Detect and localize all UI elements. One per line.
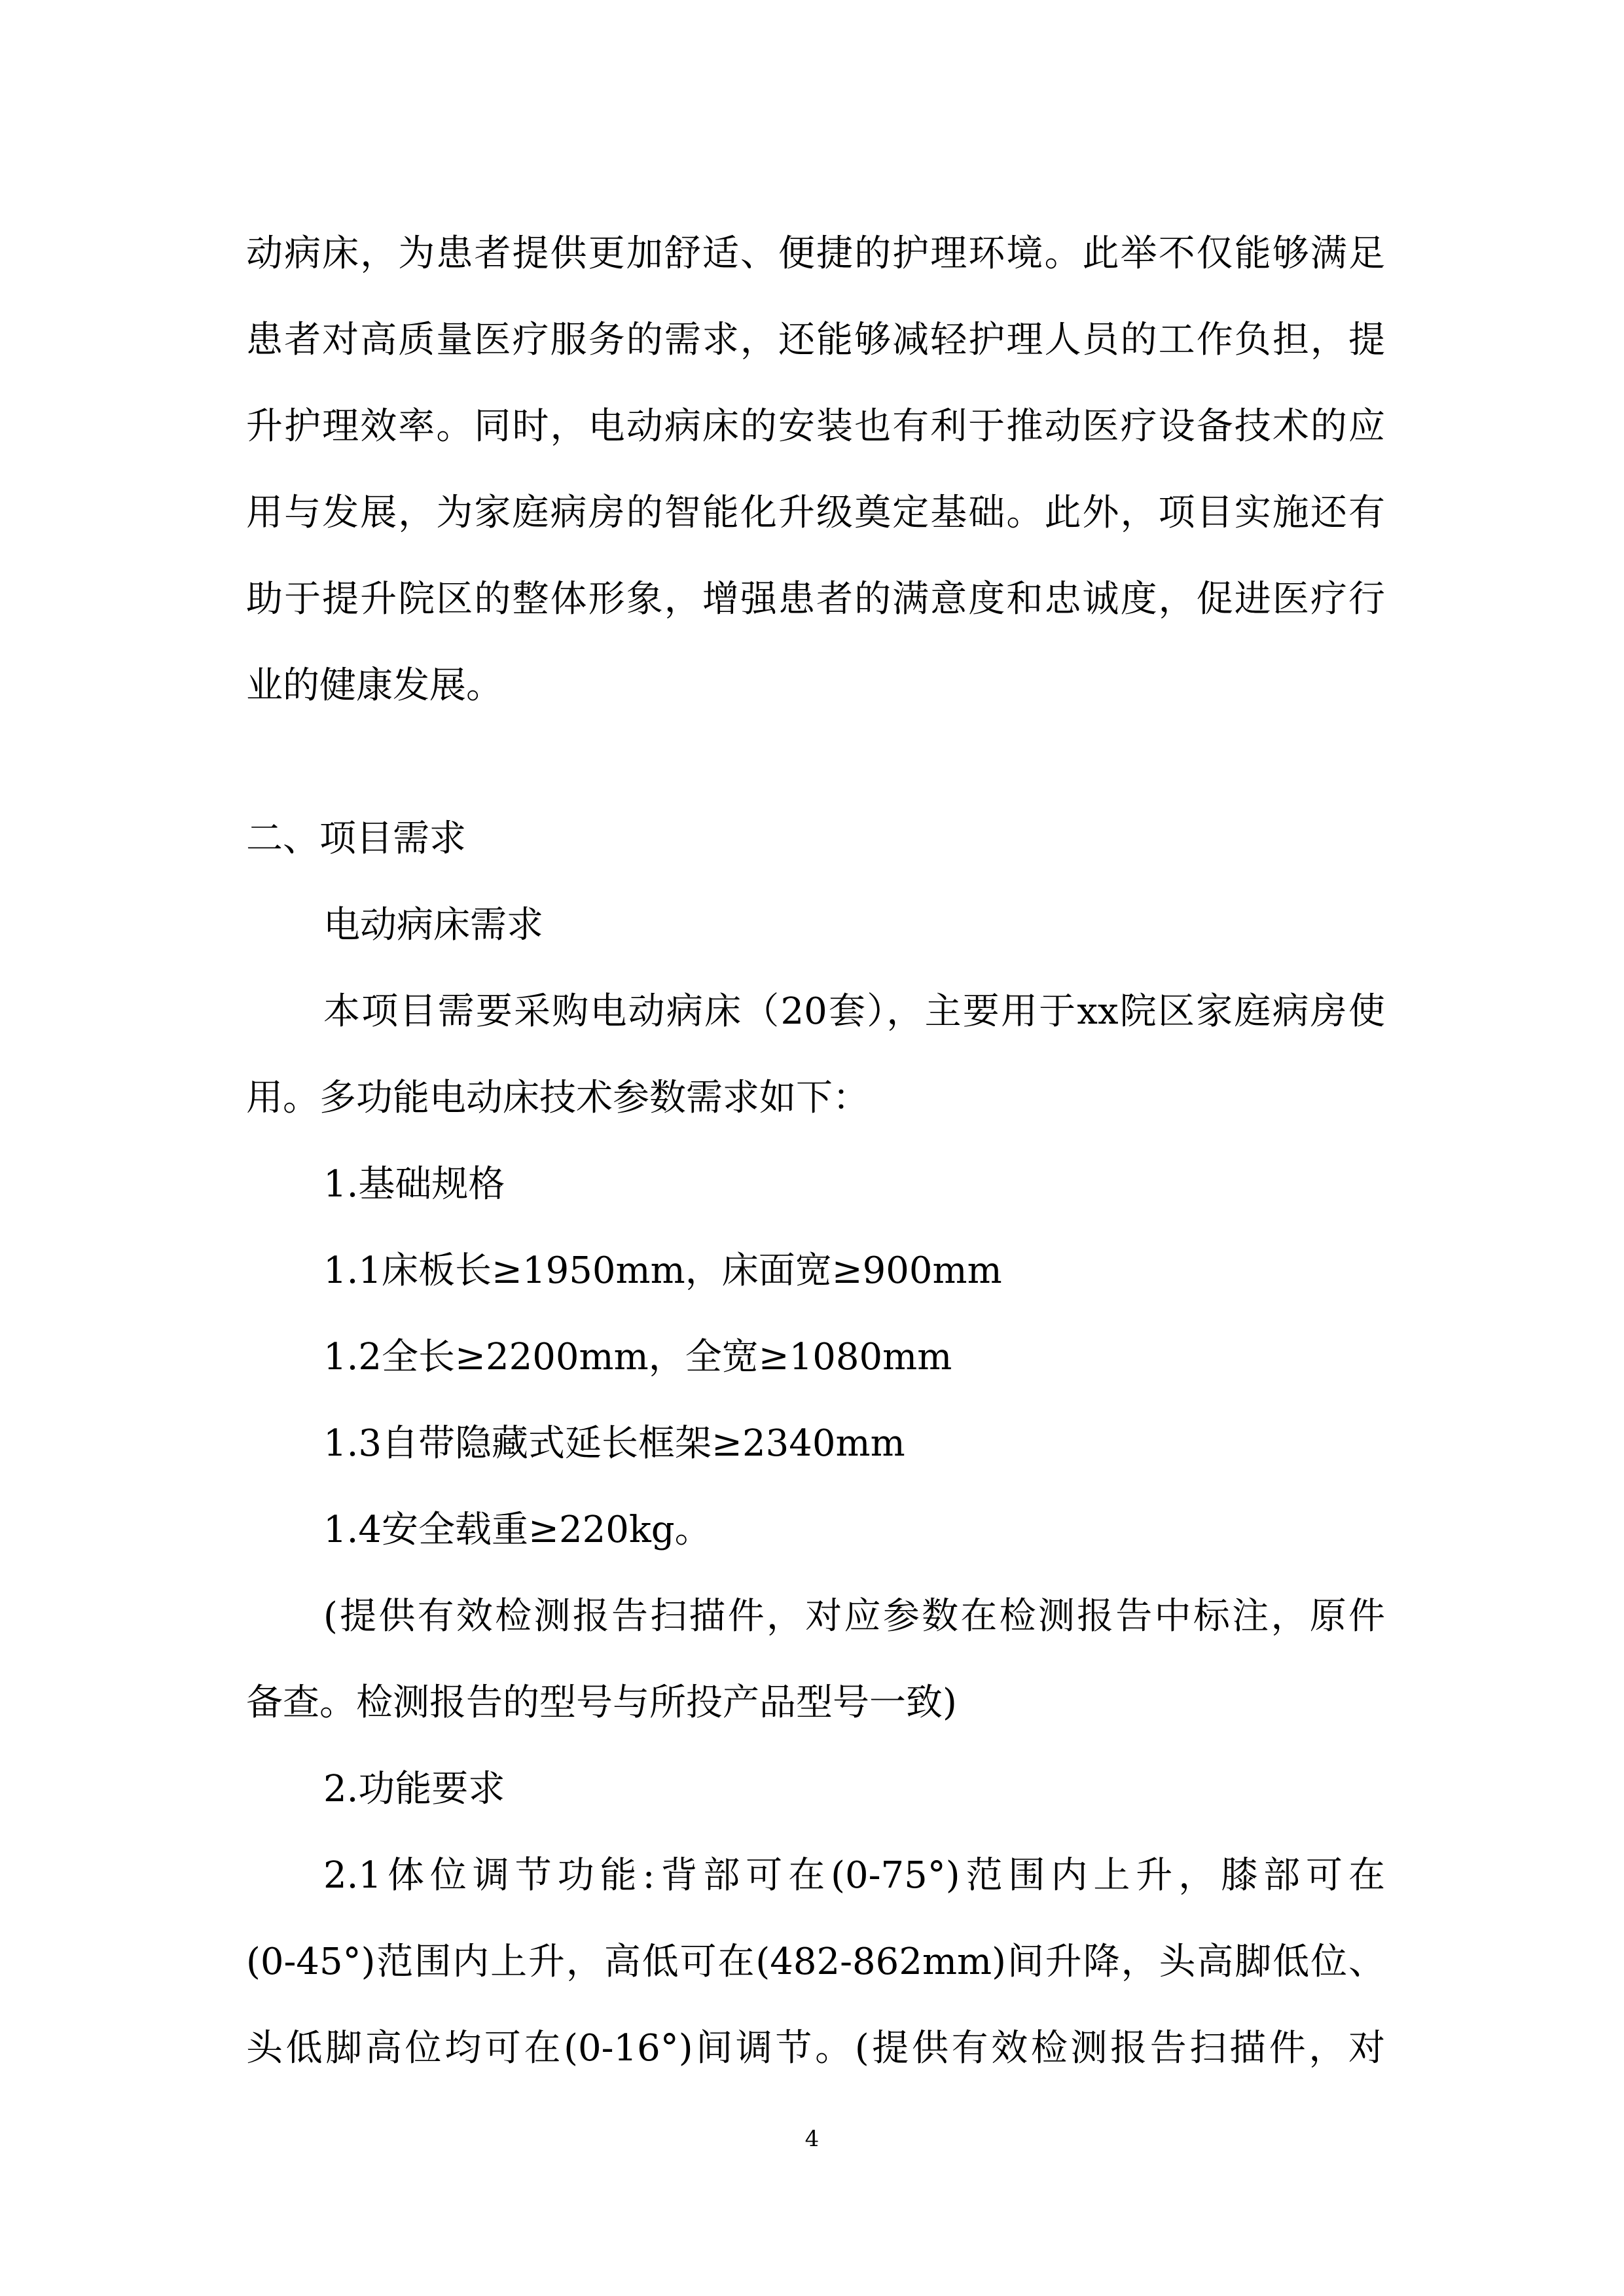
section-spacer [246, 729, 1385, 796]
intro-line-1: 动病床，为患者提供更加舒适、便捷的护理环境。此举不仅能够满足 [246, 232, 1385, 275]
requirement-line-1: 本项目需要采购电动病床（20套），主要用于xx院区家庭病房使 [323, 990, 1385, 1033]
basic-spec-item-3: 1.3自带隐藏式延长框架≥2340mm [323, 1422, 905, 1465]
function-line-1: 2.1体位调节功能:背部可在(0-75°)范围内上升，膝部可在 [323, 1854, 1385, 1897]
function-heading: 2.功能要求 [323, 1768, 505, 1810]
page-number: 4 [804, 2126, 820, 2152]
intro-line-4: 用与发展，为家庭病房的智能化升级奠定基础。此外，项目实施还有 [246, 492, 1385, 534]
basic-spec-heading: 1.基础规格 [323, 1163, 505, 1206]
subsection-heading: 电动病床需求 [323, 904, 543, 946]
report-note-line-2: 备查。检测报告的型号与所投产品型号一致) [246, 1681, 957, 1724]
intro-line-3: 升护理效率。同时，电动病床的安装也有利于推动医疗设备技术的应 [246, 405, 1385, 448]
intro-line-2: 患者对高质量医疗服务的需求，还能够减轻护理人员的工作负担，提 [246, 319, 1385, 361]
report-note-line-1: (提供有效检测报告扫描件，对应参数在检测报告中标注，原件 [323, 1595, 1385, 1638]
intro-line-5: 助于提升院区的整体形象，增强患者的满意度和忠诚度，促进医疗行 [246, 578, 1385, 620]
basic-spec-item-2: 1.2全长≥2200mm，全宽≥1080mm [323, 1336, 952, 1378]
page-body [246, 211, 1385, 2092]
basic-spec-item-4: 1.4安全载重≥220kg。 [323, 1509, 712, 1551]
basic-spec-item-1: 1.1床板长≥1950mm，床面宽≥900mm [323, 1249, 1002, 1292]
function-line-3: 头低脚高位均可在(0-16°)间调节。(提供有效检测报告扫描件，对 [246, 2027, 1385, 2070]
requirement-line-2: 用。多功能电动床技术参数需求如下： [246, 1077, 869, 1119]
section-heading: 二、项目需求 [246, 817, 466, 860]
function-line-2: (0-45°)范围内上升，高低可在(482-862mm)间升降，头高脚低位、 [246, 1941, 1385, 1983]
intro-line-6: 业的健康发展。 [246, 664, 503, 707]
